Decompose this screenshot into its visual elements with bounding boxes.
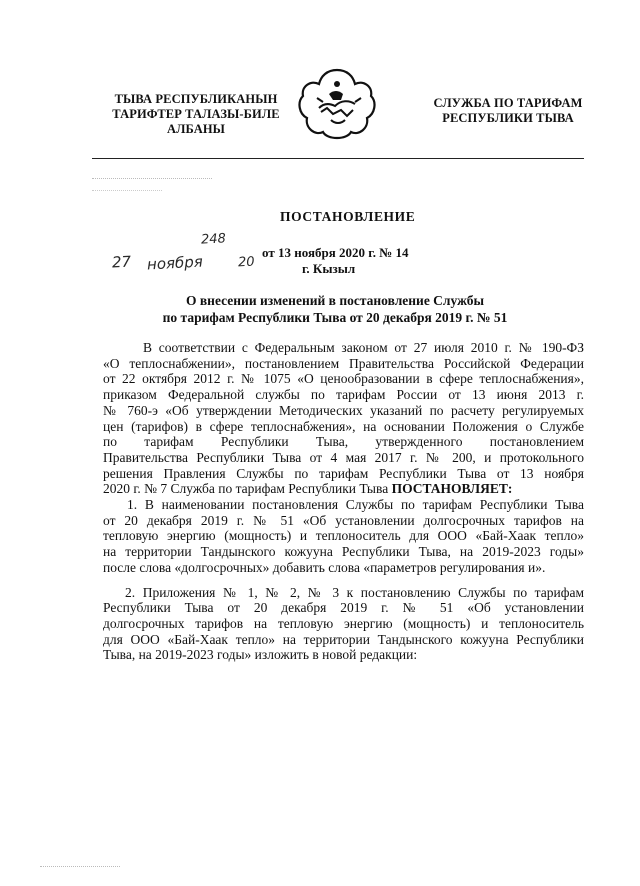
paragraph-item-2 xyxy=(103,585,584,664)
body-line: решения Правления Службы по тарифам Республики Тыва от 13 ноября xyxy=(103,465,584,481)
paragraph-preamble xyxy=(103,340,584,497)
faint-mark xyxy=(92,190,162,191)
decree-keyword: ПОСТАНОВЛЯЕТ: xyxy=(391,481,513,497)
header-left-line: АЛБАНЫ xyxy=(166,122,226,136)
body-line: В соответствии с Федеральным законом от 27 июля 2010 г. № 190-ФЗ xyxy=(143,340,584,355)
document-type: ПОСТАНОВЛЕНИЕ xyxy=(280,209,416,224)
faint-mark xyxy=(40,866,120,867)
header-divider xyxy=(92,158,584,159)
document-body xyxy=(103,340,584,663)
body-line: цен (тарифов) в сфере теплоснабжения», на основании Положения о Службе xyxy=(103,418,584,434)
header-right-line: СЛУЖБА ПО ТАРИФАМ xyxy=(433,96,583,110)
document-subject xyxy=(110,292,560,326)
body-line: тепловую энергию (мощность) и теплоноситель для ООО «Бай-Хаак тепло» xyxy=(103,528,584,544)
handwritten-month: ноября xyxy=(146,252,204,274)
subject-line: О внесении изменений в постановление Службы xyxy=(186,293,484,308)
body-line: «О теплоснабжении», постановлением Правительства Российской Федерации xyxy=(103,355,584,371)
subject-line: по тарифам Республики Тыва от 20 декабря 2019 г. № 51 xyxy=(162,310,508,325)
body-line: № 760-э «Об утверждении Методических указаний по расчету регулируемых xyxy=(103,402,584,418)
body-line: после слова «долгосрочных» добавить слова «параметров регулирования и». xyxy=(103,559,546,575)
body-line: от 22 октября 2012 г. № 1075 «О ценообразовании в сфере теплоснабжения», xyxy=(103,371,584,387)
body-line: на территории Тандынского кожууна Республики Тыва, на 2019-2023 годы» xyxy=(103,544,584,560)
body-line: Республики Тыва от 20 декабря 2019 г. № 51 «Об установлении xyxy=(103,600,584,616)
body-line: Правительства Республики Тыва от 4 мая 2017 г. № 200, и протокольного xyxy=(103,449,584,465)
handwritten-number: 248 xyxy=(200,231,227,248)
body-line: 2. Приложения № 1, № 2, № 3 к постановлению Службы по тарифам xyxy=(125,584,584,600)
handwritten-day: 27 xyxy=(111,252,132,272)
body-line: по тарифам Республики Тыва, утвержденного постановлением xyxy=(103,434,584,450)
body-line: 1. В наименовании постановления Службы по тарифам Республики Тыва xyxy=(127,497,584,513)
faint-mark xyxy=(92,178,212,179)
body-line: Тыва, на 2019-2023 годы» изложить в новой редакции: xyxy=(103,647,418,663)
body-line: от 20 декабря 2019 г. № 51 «Об установлении долгосрочных тарифов на xyxy=(103,512,584,528)
paragraph-item-1 xyxy=(103,497,584,576)
handwritten-year: 20 xyxy=(237,254,255,271)
body-line: для ООО «Бай-Хаак тепло» на территории Тандынского кожууна Республики xyxy=(103,631,584,647)
header-left-line: ТАРИФТЕР ТАЛАЗЫ-БИЛЕ xyxy=(112,107,280,121)
header-right-line: РЕСПУБЛИКИ ТЫВА xyxy=(442,111,574,125)
body-line: приказом Федеральной службы по тарифам России от 13 июня 2013 г. xyxy=(103,387,584,403)
header-left-line: ТЫВА РЕСПУБЛИКАНЫН xyxy=(114,92,278,106)
header-russian-name xyxy=(418,96,598,126)
document-city: г. Кызыл xyxy=(302,261,356,276)
paragraph-gap xyxy=(103,576,584,585)
header-tuvan-name xyxy=(96,92,296,137)
document-date: от 13 ноября 2020 г. № 14 xyxy=(262,245,409,260)
body-line-text: 2020 г. № 7 Служба по тарифам Республики Тыва xyxy=(103,481,389,497)
body-line xyxy=(103,481,584,497)
body-line: долгосрочных тарифов на тепловую энергию (мощность) и теплоноситель xyxy=(103,615,584,631)
tuva-emblem-icon xyxy=(297,64,377,146)
